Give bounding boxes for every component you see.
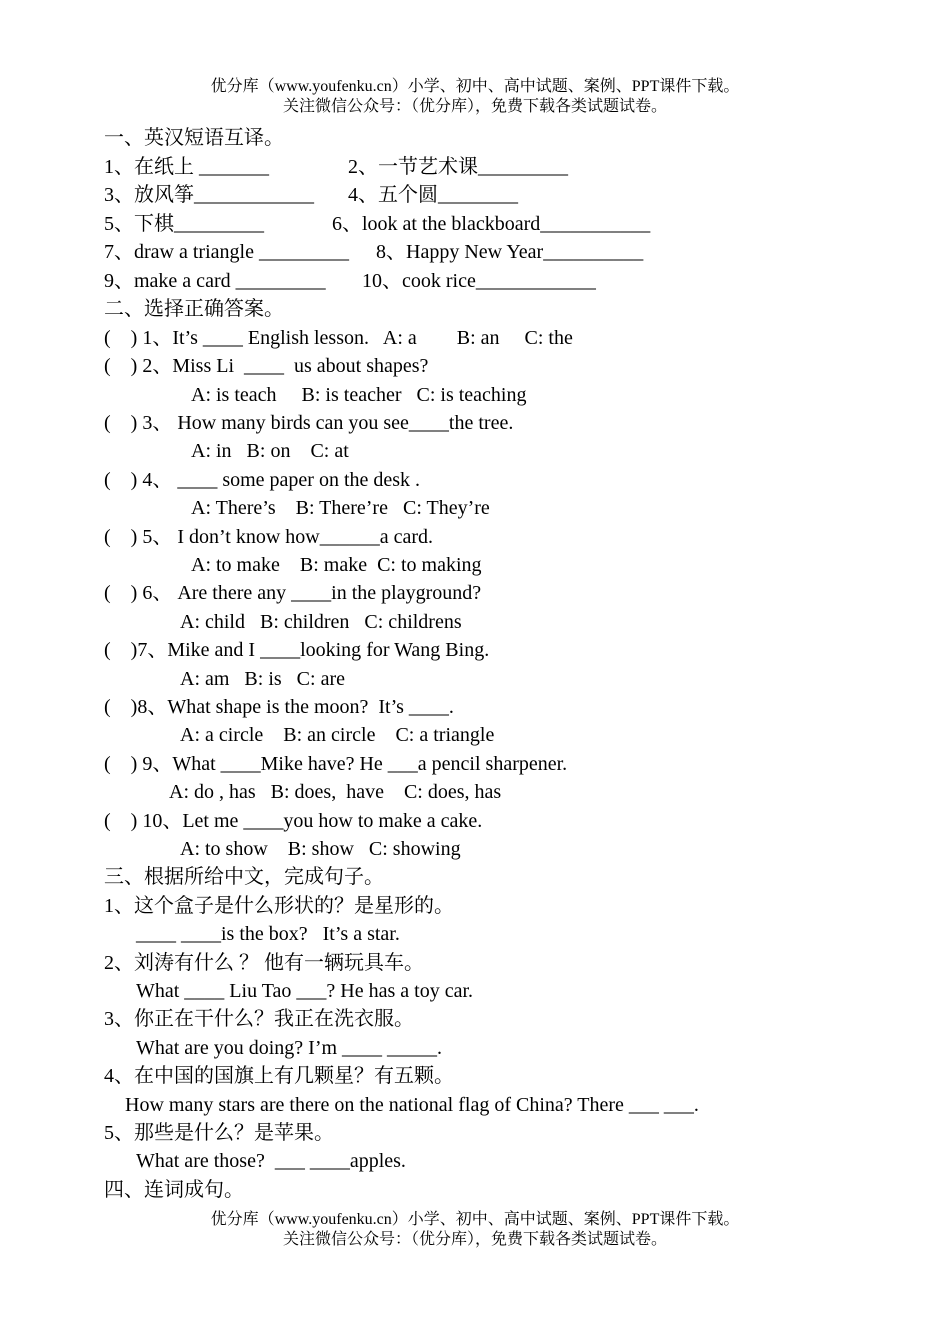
s2-question-8: ( )8、What shape is the moon? It’s ____. <box>104 696 454 718</box>
s2-options-4: A: There’s B: There’re C: They’re <box>191 497 490 519</box>
section-3-title: 三、根据所给中文，完成句子。 <box>104 866 384 888</box>
s1-item-3: 3、放风筝____________ <box>104 184 314 206</box>
s3-item-3-cn: 3、你正在干什么？我正在洗衣服。 <box>104 1008 414 1030</box>
s2-options-7: A: am B: is C: are <box>180 668 345 690</box>
s3-item-2-cn: 2、刘涛有什么 ？ 他有一辆玩具车。 <box>104 952 424 974</box>
s2-options-6: A: child B: children C: childrens <box>180 611 462 633</box>
s1-item-7: 7、draw a triangle _________ <box>104 241 349 263</box>
s2-options-10: A: to show B: show C: showing <box>180 838 461 860</box>
footer-line-1: 优分库（www.youfenku.cn）小学、初中、高中试题、案例、PPT课件下载。 <box>210 1211 740 1228</box>
s3-item-5-cn: 5、那些是什么？是苹果。 <box>104 1122 334 1144</box>
s2-options-3: A: in B: on C: at <box>191 440 349 462</box>
s3-item-3-en: What are you doing? I’m ____ _____. <box>136 1037 443 1059</box>
s2-options-8: A: a circle B: an circle C: a triangle <box>180 724 495 746</box>
s3-item-2-en: What ____ Liu Tao ___? He has a toy car. <box>136 980 474 1002</box>
s1-item-2: 2、一节艺术课_________ <box>348 156 568 178</box>
s2-question-6: ( ) 6、 Are there any ____in the playground? <box>104 582 482 604</box>
s3-item-1-cn: 1、这个盒子是什么形状的？是星形的。 <box>104 895 454 917</box>
s1-item-9: 9、make a card _________ <box>104 270 326 292</box>
s2-question-9: ( ) 9、What ____Mike have? He ___a pencil sharpener. <box>104 753 568 775</box>
header-line-2: 关注微信公众号：（优分库），免费下载各类试题试卷。 <box>282 98 667 115</box>
s2-options-2: A: is teach B: is teacher C: is teaching <box>191 384 527 406</box>
s1-item-4: 4、五个圆________ <box>348 184 518 206</box>
section-1-title: 一、英汉短语互译。 <box>104 127 284 149</box>
s2-options-5: A: to make B: make C: to making <box>191 554 482 576</box>
s2-question-5: ( ) 5、 I don’t know how______a card. <box>104 526 434 548</box>
s3-item-1-en: ____ ____is the box? It’s a star. <box>136 923 400 945</box>
s1-item-10: 10、cook rice____________ <box>362 270 596 292</box>
section-2-title: 二、选择正确答案。 <box>104 298 284 320</box>
s2-question-7: ( )7、Mike and I ____looking for Wang Bing. <box>104 639 490 661</box>
s3-item-4-en: How many stars are there on the national flag of China? There ___ ___. <box>125 1094 699 1116</box>
s2-question-3: ( ) 3、 How many birds can you see____the tree. <box>104 412 514 434</box>
footer-line-2: 关注微信公众号：（优分库），免费下载各类试题试卷。 <box>282 1231 667 1248</box>
s3-item-4-cn: 4、在中国的国旗上有几颗星？有五颗。 <box>104 1065 454 1087</box>
s1-item-6: 6、look at the blackboard___________ <box>332 213 651 235</box>
s2-question-4: ( ) 4、 ____ some paper on the desk . <box>104 469 421 491</box>
s1-item-5: 5、下棋_________ <box>104 213 264 235</box>
s2-options-9: A: do , has B: does, have C: does, has <box>169 781 502 803</box>
s1-item-1: 1、在纸上 _______ <box>104 156 269 178</box>
s2-question-1: ( ) 1、It’s ____ English lesson. A: a B: an C: the <box>104 327 573 349</box>
s1-item-8: 8、Happy New Year__________ <box>376 241 644 263</box>
s2-question-10: ( ) 10、Let me ____you how to make a cake. <box>104 810 483 832</box>
s3-item-5-en: What are those? ___ ____apples. <box>136 1150 406 1172</box>
section-4-title: 四、连词成句。 <box>104 1179 244 1201</box>
header-line-1: 优分库（www.youfenku.cn）小学、初中、高中试题、案例、PPT课件下载。 <box>210 78 740 95</box>
s2-question-2: ( ) 2、Miss Li ____ us about shapes? <box>104 355 429 377</box>
